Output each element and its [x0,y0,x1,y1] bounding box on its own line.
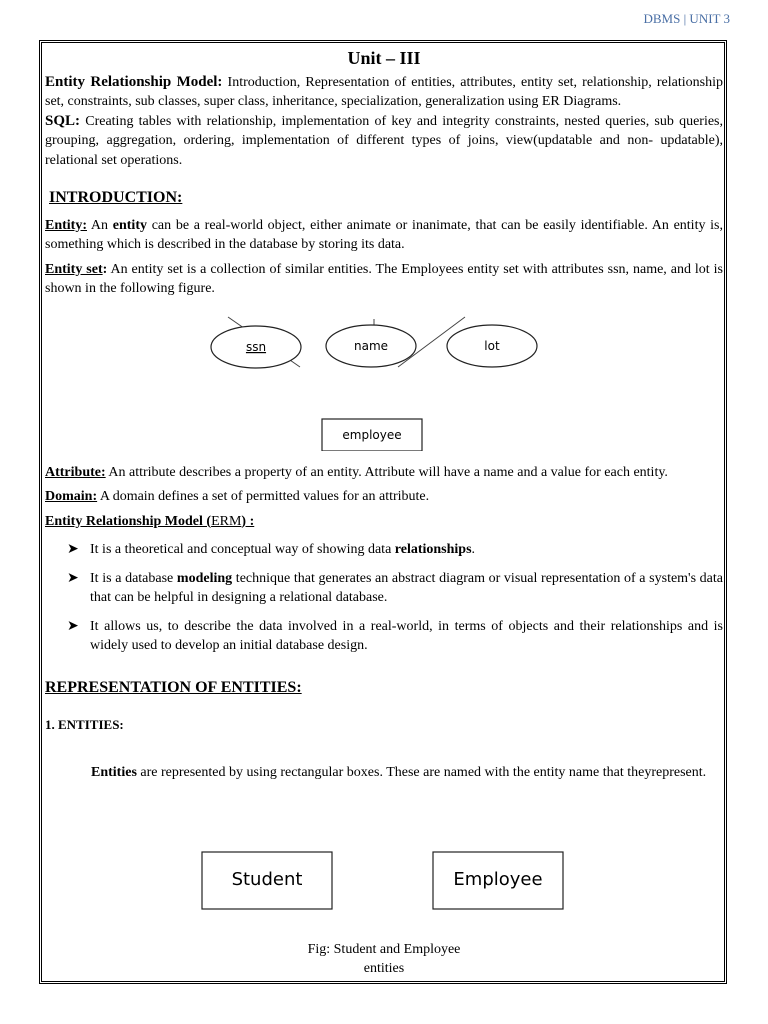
entity-set-definition [45,260,723,299]
entities-subheading: 1. ENTITIES: [45,717,124,732]
domain-label: Domain: [45,489,98,504]
erm-syllabus [45,73,723,112]
entity-set-diagram [45,301,723,451]
bullet-text: It allows us, to describe the data involved in a real-world, in terms of objects and their relationships and is widely used to develop an initial database design. [90,618,723,653]
entity-text: can be a real-world object, either animate or inanimate, that can be easily identifiable. An entity is, something which is described in the database by storing its data. [45,217,724,252]
entity-bold: entity [112,217,147,233]
employee-entity-label-2: Employee [453,869,543,890]
ssn-attribute-label: ssn [245,339,267,354]
introduction-heading: INTRODUCTION: [49,189,183,206]
entities-bold: Entities [91,764,137,780]
bullet-text: It is a theoretical and conceptual way of showing data [90,542,395,557]
entities-text: are represented by using rectangular boxes. These are named with the entity name that theyrepresent. [136,764,707,780]
bullet-text: It is a database [90,570,177,586]
unit-title: Unit – III [347,48,421,68]
attribute-text: An attribute describes a property of an entity. Attribute will have a name and a value for each entity. [105,464,668,480]
figure-caption [45,940,723,978]
entity-definition [45,216,723,255]
sql-syllabus [45,112,723,171]
employee-entity-label: employee [342,427,402,442]
figure-caption-line2: entities [363,961,405,976]
arrow-bullet-icon: ➤ [67,570,79,586]
list-item [45,569,723,608]
entity-pre: An [87,217,113,233]
bullet-post: . [471,542,476,557]
figure-caption-line1: Fig: Student and Employee [307,942,461,957]
list-item [45,540,723,560]
entities-description [45,763,723,783]
list-item [45,617,723,656]
sql-text: Creating tables with relationship, implementation of key and integrity constraints, nested queries, sub queries, grouping, aggregation, ordering, implementation of different types of joins, view(updatable and non- updatable), relational set operations. [45,113,723,168]
header-tag: DBMS | UNIT 3 [643,11,730,26]
document-body [45,49,723,782]
entities-diagram [0,845,768,925]
domain-text: A domain defines a set of permitted values for an attribute. [97,489,430,504]
bullet-bold: relationships [394,542,472,557]
attribute-definition [45,463,723,483]
student-entity-label: Student [231,869,303,890]
entity-label: Entity: [45,217,87,233]
erm-text: Introduction, Representation of entities, attributes, entity set, relationship, relationship set, constraints, sub classes, super class, inheritance, specialization, generalization using ER Diagrams. [45,74,723,109]
bullet-bold: modeling [176,570,233,586]
bullet-post: technique that generates an abstract diagram or visual representation of a system's data that can be helpful in designing a relational database. [90,570,724,605]
sql-label: SQL: [45,112,81,129]
name-attribute-label: name [353,338,389,353]
attribute-label: Attribute: [45,464,106,480]
domain-definition [45,487,723,507]
entity-set-colon: : [102,261,108,277]
erm-heading-close: ) : [241,513,255,529]
entity-set-text: An entity set is a collection of similar entities. The Employees entity set with attributes ssn, name, and lot is shown in the following figure. [45,261,723,296]
erm-heading-label: Entity Relationship Model ( [45,513,212,529]
erm-label: Entity Relationship Model: [45,73,223,90]
lot-attribute-label: lot [484,338,500,353]
representation-heading: REPRESENTATION OF ENTITIES: [45,678,302,696]
arrow-bullet-icon: ➤ [67,618,79,634]
arrow-bullet-icon: ➤ [67,542,79,557]
erm-bullet-list [45,540,723,656]
entity-set-label: Entity set [45,261,103,277]
erm-heading [45,512,723,532]
erm-heading-abbr: ERM [211,513,242,529]
